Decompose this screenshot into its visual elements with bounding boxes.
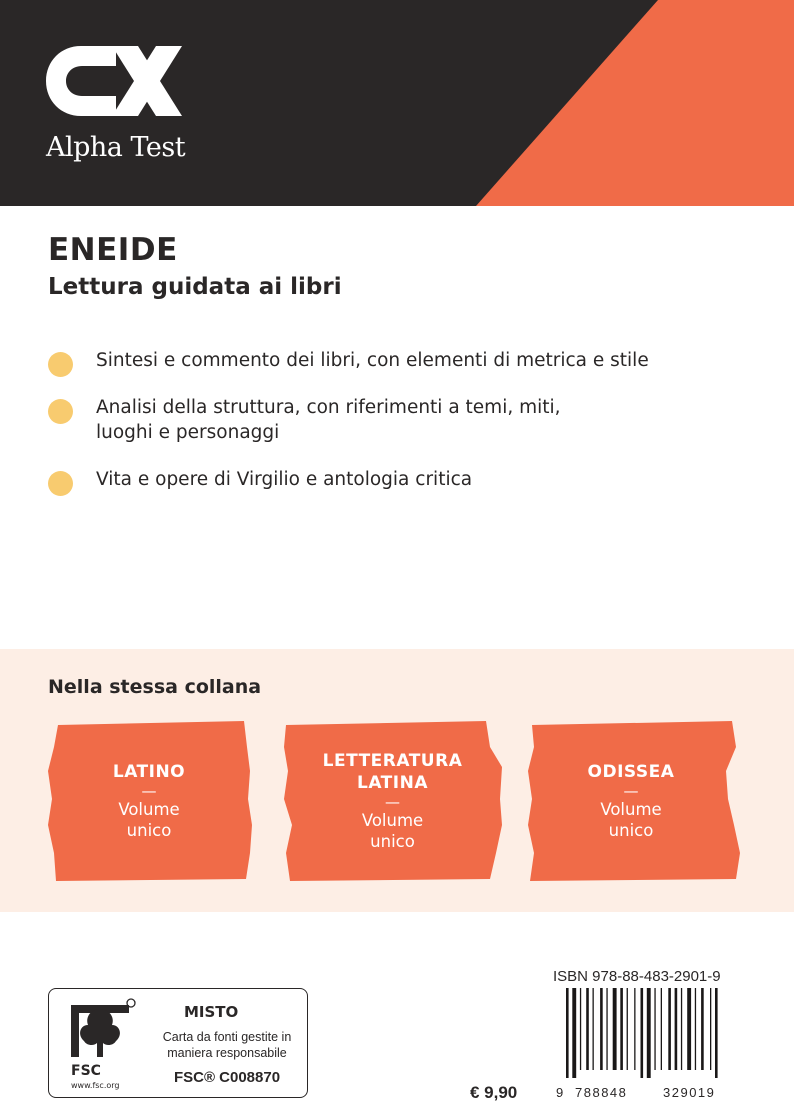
barcode-bar (593, 988, 594, 1070)
series-book-card (526, 721, 736, 881)
series-book-card (44, 721, 254, 881)
barcode-bar (695, 988, 696, 1070)
book-title: ENEIDE (48, 232, 178, 268)
barcode-bar (600, 988, 603, 1070)
barcode-bar (710, 988, 711, 1070)
series-book-name: LATINO (112, 762, 186, 782)
barcode-bar (620, 988, 623, 1070)
bullet-dot-icon (48, 471, 73, 496)
alpha-test-logo-icon (46, 46, 186, 116)
barcode-bar (586, 988, 589, 1070)
barcode-bar (641, 988, 644, 1078)
fsc-logo-text: FSC (71, 1063, 101, 1079)
bullet-dot-icon (48, 399, 73, 424)
bullet-dot-icon (48, 352, 73, 377)
barcode-first-digit: 9 (556, 1085, 564, 1100)
barcode-icon (566, 988, 741, 1078)
barcode-bar (687, 988, 691, 1070)
series-book-volume: Volume unico (118, 800, 180, 840)
fsc-description: Carta da fonti gestite in maniera responsabile (162, 1030, 292, 1060)
feature-text: Vita e opere di Virgilio e antologia critica (96, 469, 473, 490)
feature-text: Analisi della struttura, con riferimenti a temi, miti, luoghi e personaggi (96, 397, 561, 443)
series-book-volume: Volume unico (600, 800, 662, 840)
isbn-text: ISBN 978-88-483-2901-9 (553, 968, 721, 985)
barcode-bar (572, 988, 576, 1078)
fsc-url: www.fsc.org (71, 1081, 120, 1090)
barcode-bar (606, 988, 607, 1070)
series-book-dash: — (141, 782, 157, 800)
fsc-certification-box (48, 988, 308, 1098)
series-book-volume: Volume unico (361, 811, 424, 851)
series-book-name: ODISSEA (587, 762, 675, 782)
barcode-bar (668, 988, 671, 1070)
series-book-name: LETTERATURA LATINA (322, 751, 463, 793)
fsc-code: FSC® C008870 (173, 1069, 281, 1086)
price: € 9,90 (470, 1083, 518, 1102)
series-book-card (280, 721, 490, 881)
brand-name: Alpha Test (46, 132, 186, 163)
series-title: Nella stessa collana (48, 676, 262, 698)
barcode-bar (566, 988, 569, 1078)
barcode-bar (661, 988, 662, 1070)
header-band (0, 0, 794, 206)
barcode-bar (580, 988, 581, 1070)
barcode-bar (715, 988, 718, 1078)
feature-text: Sintesi e commento dei libri, con elementi di metrica e stile (96, 350, 649, 371)
feature-item (48, 348, 748, 373)
barcode-bar (681, 988, 682, 1070)
barcode-bar (634, 988, 635, 1070)
feature-list (48, 348, 748, 514)
book-subtitle: Lettura guidata ai libri (48, 274, 342, 300)
series-book-dash: — (385, 793, 400, 811)
series-book-dash: — (623, 782, 639, 800)
feature-item (48, 467, 748, 492)
barcode-bar (675, 988, 678, 1070)
barcode-bar (701, 988, 704, 1070)
barcode-digit-group: 329019 (663, 1085, 716, 1100)
barcode-bar (613, 988, 617, 1070)
barcode-digit-group: 788848 (575, 1085, 628, 1100)
fsc-title: MISTO (184, 1003, 239, 1021)
barcode-bar (654, 988, 655, 1070)
barcode-bar (647, 988, 651, 1078)
series-panel (0, 649, 794, 912)
feature-item (48, 395, 748, 445)
barcode-bar (627, 988, 628, 1070)
